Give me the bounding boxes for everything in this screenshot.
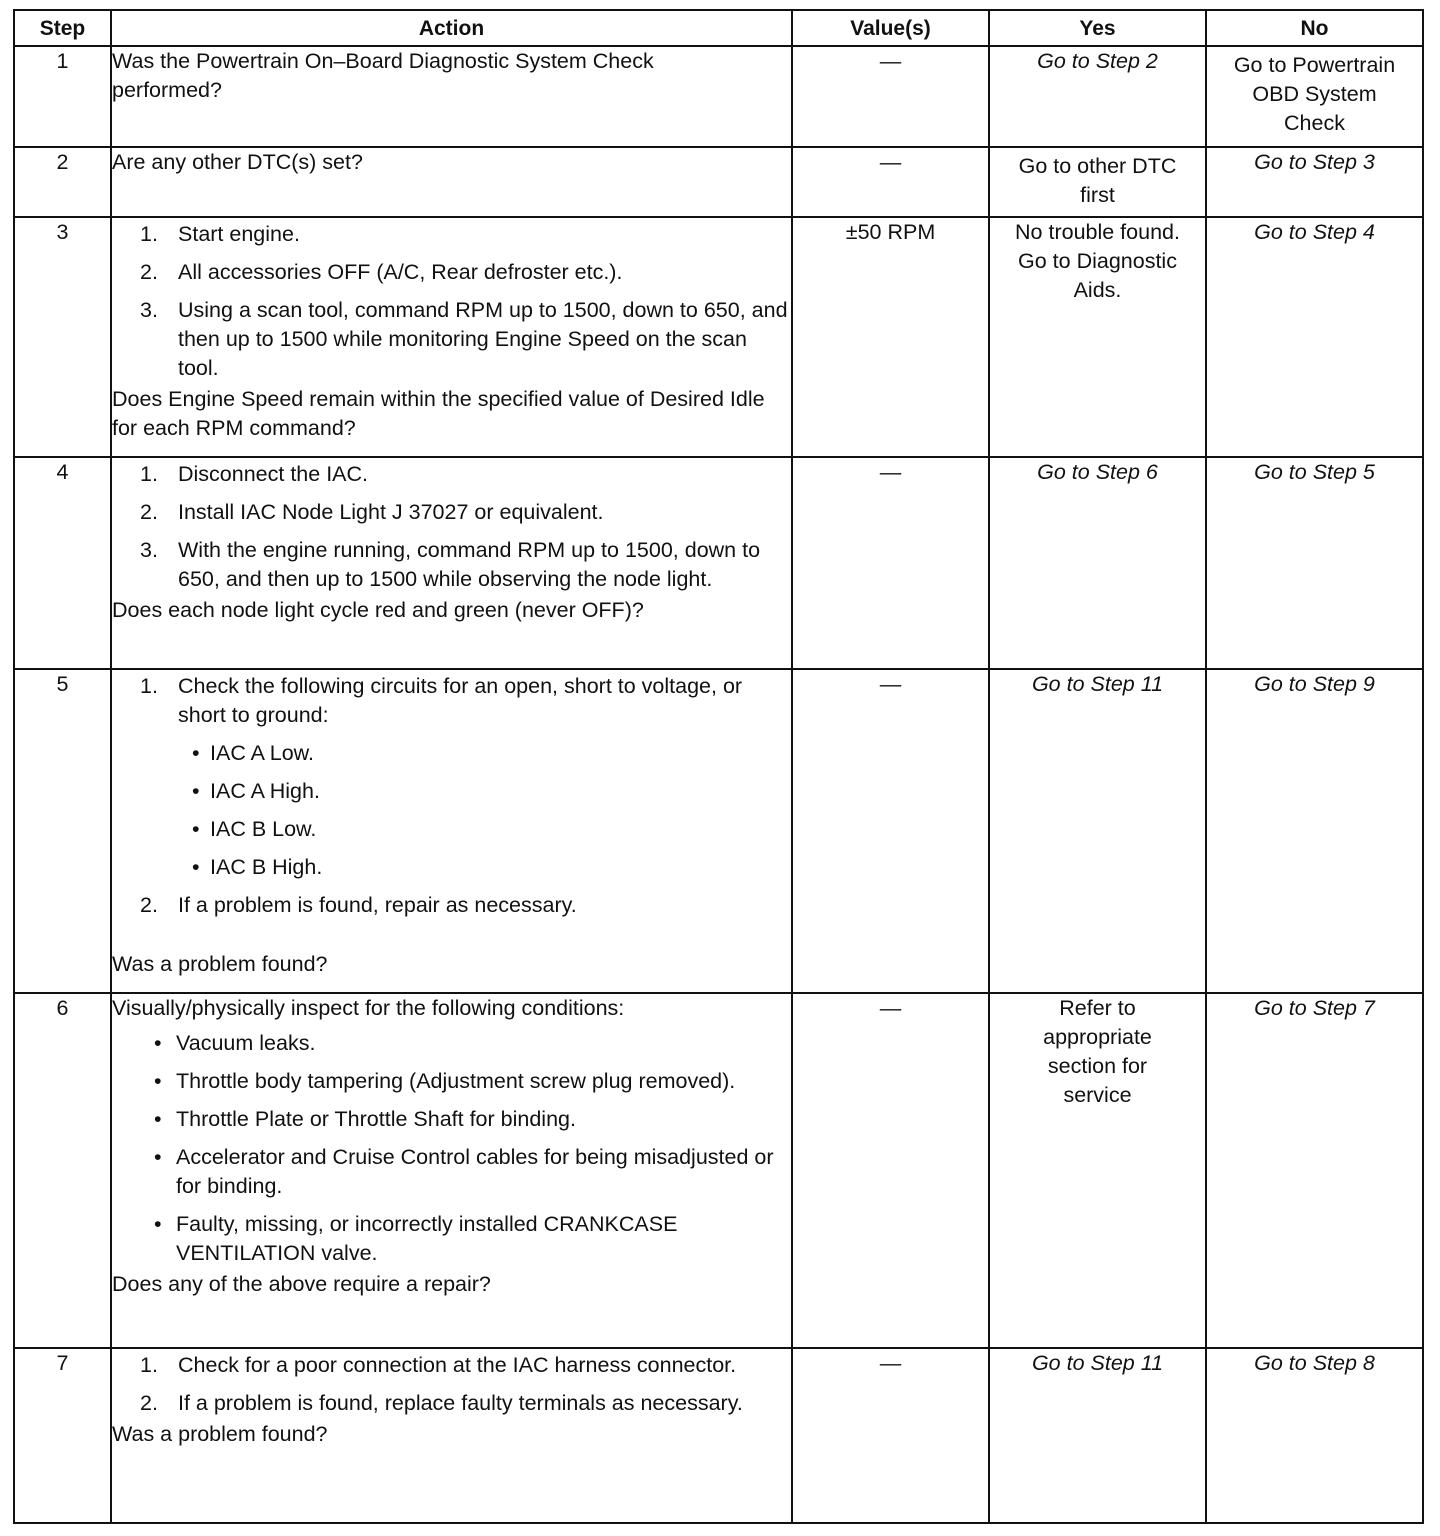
question-text: Was a problem found? [112, 1422, 328, 1446]
step-number: 2 [14, 147, 111, 217]
bullet-item [112, 1029, 791, 1058]
table-row [14, 147, 1423, 217]
no-cell [1206, 669, 1423, 993]
no-text: Go to Step 3 [1254, 150, 1375, 174]
procedure-list [112, 220, 791, 383]
value-cell: — [792, 147, 989, 217]
action-cell [111, 217, 792, 457]
yes-text: Go to Diagnostic [1018, 249, 1177, 273]
bullet-text: Vacuum leaks. [176, 1031, 316, 1055]
yes-text: Refer to [1059, 996, 1136, 1020]
action-text: performed? [112, 78, 222, 102]
list-item [112, 258, 791, 287]
action-cell [111, 457, 792, 669]
table-row [14, 46, 1423, 147]
bullet-icon: • [154, 1069, 162, 1093]
yes-text: No trouble found. [1015, 220, 1180, 244]
bullet-text: IAC A Low. [210, 741, 314, 765]
question-text: Does Engine Speed remain within the specified value of Desired Idle for each RPM command? [112, 387, 765, 440]
yes-cell [989, 669, 1206, 993]
action-text: Was the Powertrain On–Board Diagnostic System Check [112, 49, 654, 73]
intro-text: Visually/physically inspect for the following conditions: [112, 996, 625, 1020]
yes-cell [989, 46, 1206, 147]
bullet-icon: • [192, 741, 200, 765]
item-number: 1. [140, 222, 158, 246]
item-number: 1. [140, 674, 158, 698]
step-number: 3 [14, 217, 111, 457]
action-cell [111, 669, 792, 993]
item-number: 1. [140, 462, 158, 486]
yes-text: first [1080, 183, 1115, 207]
diagnostic-table [13, 9, 1424, 1524]
item-number: 2. [140, 1391, 158, 1415]
item-number: 3. [140, 298, 158, 322]
list-item [112, 220, 791, 249]
item-text: All accessories OFF (A/C, Rear defroster etc.). [178, 260, 623, 284]
table-row [14, 457, 1423, 669]
yes-text: Go to other DTC [1018, 154, 1177, 178]
no-text: Go to Step 5 [1254, 460, 1375, 484]
bullet-text: Accelerator and Cruise Control cables for being misadjusted or for binding. [176, 1145, 774, 1198]
no-cell [1206, 217, 1423, 457]
item-text: Start engine. [178, 222, 300, 246]
yes-text: appropriate [1043, 1025, 1152, 1049]
yes-cell [989, 1348, 1206, 1523]
action-cell [111, 1348, 792, 1523]
no-text: Go to Step 8 [1254, 1351, 1375, 1375]
question-text: Does any of the above require a repair? [112, 1272, 491, 1296]
table-row [14, 217, 1423, 457]
bullet-text: Faulty, missing, or incorrectly installed CRANKCASE VENTILATION valve. [176, 1212, 678, 1265]
bullet-item [112, 1067, 791, 1096]
value-cell: — [792, 457, 989, 669]
list-item [112, 296, 791, 383]
no-text: Go to Powertrain [1233, 53, 1396, 77]
bullet-item [112, 1105, 791, 1134]
yes-text: Go to Step 6 [1037, 460, 1158, 484]
circuit-list [112, 739, 791, 882]
no-cell [1206, 147, 1423, 217]
list-item [112, 460, 791, 489]
bullet-item [112, 1210, 791, 1268]
item-text: If a problem is found, repair as necessary. [178, 893, 577, 917]
bullet-item [112, 853, 791, 882]
question-text: Does each node light cycle red and green (never OFF)? [112, 598, 644, 622]
step-number: 6 [14, 993, 111, 1348]
no-text: Go to Step 4 [1254, 220, 1375, 244]
bullet-text: Throttle Plate or Throttle Shaft for binding. [176, 1107, 576, 1131]
item-text: Disconnect the IAC. [178, 462, 369, 486]
item-text: With the engine running, command RPM up to 1500, down to 650, and then up to 1500 while observing the node light. [178, 538, 761, 591]
bullet-icon: • [154, 1212, 162, 1236]
no-cell [1206, 993, 1423, 1348]
item-text: If a problem is found, replace faulty terminals as necessary. [178, 1391, 743, 1415]
item-text: Install IAC Node Light J 37027 or equivalent. [178, 500, 604, 524]
item-text: Check for a poor connection at the IAC harness connector. [178, 1353, 737, 1377]
step-number: 5 [14, 669, 111, 993]
item-text: Using a scan tool, command RPM up to 1500, down to 650, and then up to 1500 while monitoring Engine Speed on the scan tool. [178, 298, 788, 380]
list-item [112, 672, 791, 730]
col-header-no: No [1206, 10, 1423, 46]
list-item [112, 536, 791, 594]
col-header-action: Action [111, 10, 792, 46]
item-number: 2. [140, 500, 158, 524]
bullet-icon: • [192, 817, 200, 841]
no-cell [1206, 1348, 1423, 1523]
list-item [112, 891, 791, 920]
action-cell [111, 147, 792, 217]
bullet-icon: • [154, 1107, 162, 1131]
col-header-step: Step [14, 10, 111, 46]
table-row [14, 1348, 1423, 1523]
no-text: OBD System [1252, 82, 1377, 106]
no-text: Go to Step 9 [1254, 672, 1375, 696]
question-text: Was a problem found? [112, 952, 328, 976]
procedure-list [112, 1351, 791, 1418]
bullet-icon: • [154, 1145, 162, 1169]
action-cell [111, 46, 792, 147]
yes-text: Go to Step 11 [1031, 1351, 1164, 1375]
value-cell: — [792, 46, 989, 147]
yes-cell [989, 217, 1206, 457]
bullet-item [112, 777, 791, 806]
action-text: Are any other DTC(s) set? [112, 150, 363, 174]
bullet-icon: • [154, 1031, 162, 1055]
bullet-item [112, 739, 791, 768]
header-row [14, 10, 1423, 46]
bullet-icon: • [192, 779, 200, 803]
procedure-list [112, 891, 791, 920]
bullet-item [112, 815, 791, 844]
item-number: 2. [140, 893, 158, 917]
yes-text: Go to Step 2 [1037, 49, 1158, 73]
bullet-item [112, 1143, 791, 1201]
value-cell: — [792, 1348, 989, 1523]
no-cell [1206, 457, 1423, 669]
value-cell: — [792, 669, 989, 993]
list-item [112, 1389, 791, 1418]
col-header-yes: Yes [989, 10, 1206, 46]
procedure-list [112, 460, 791, 594]
bullet-text: IAC A High. [210, 779, 320, 803]
step-number: 1 [14, 46, 111, 147]
value-cell: — [792, 993, 989, 1348]
step-number: 4 [14, 457, 111, 669]
yes-text: Go to Step 11 [1031, 672, 1164, 696]
item-text: Check the following circuits for an open, short to voltage, or short to ground: [178, 674, 743, 727]
condition-list [112, 1029, 791, 1268]
list-item [112, 1351, 791, 1380]
item-number: 2. [140, 260, 158, 284]
yes-text: Aids. [1073, 278, 1122, 302]
no-text: Check [1284, 111, 1345, 135]
yes-text: section for [1047, 1054, 1148, 1078]
table-row [14, 669, 1423, 993]
yes-cell [989, 993, 1206, 1348]
bullet-icon: • [192, 855, 200, 879]
item-number: 1. [140, 1353, 158, 1377]
procedure-list [112, 672, 791, 730]
action-cell [111, 993, 792, 1348]
list-item [112, 498, 791, 527]
bullet-text: IAC B Low. [210, 817, 317, 841]
value-cell: ±50 RPM [792, 217, 989, 457]
no-cell [1206, 46, 1423, 147]
item-number: 3. [140, 538, 158, 562]
yes-text: service [1063, 1083, 1132, 1107]
yes-cell [989, 457, 1206, 669]
no-text: Go to Step 7 [1254, 996, 1375, 1020]
bullet-text: IAC B High. [210, 855, 323, 879]
step-number: 7 [14, 1348, 111, 1523]
col-header-values: Value(s) [792, 10, 989, 46]
bullet-text: Throttle body tampering (Adjustment screw plug removed). [176, 1069, 736, 1093]
table-row [14, 993, 1423, 1348]
yes-cell [989, 147, 1206, 217]
